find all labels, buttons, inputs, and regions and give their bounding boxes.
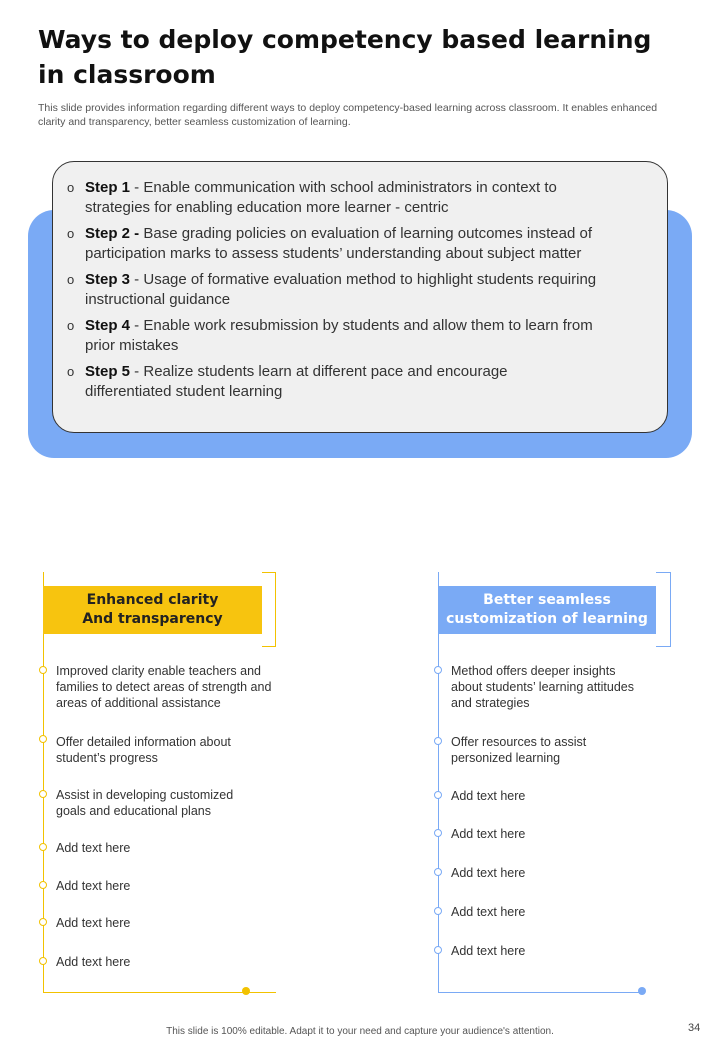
right-point: Offer resources to assist personized learning — [451, 735, 587, 765]
right-column-header: Better seamless customization of learning — [438, 586, 656, 634]
right-point-dot — [434, 868, 442, 876]
step-separator: - — [130, 271, 144, 288]
right-point: Method offers deeper insights about students’ learning attitudes and strategies — [451, 664, 634, 710]
step-label: Step 3 — [85, 271, 131, 288]
left-point: Add text here — [56, 879, 131, 893]
right-column-end-dot — [638, 987, 646, 995]
page-number: 34 — [688, 1022, 701, 1034]
left-point: Add text here — [56, 841, 131, 855]
left-point-dot — [39, 843, 47, 851]
circle-bullet-icon: o — [67, 180, 75, 195]
step-text: Usage of formative evaluation method to highlight students requiring instructional guidance — [85, 271, 597, 308]
slide-title: Ways to deploy competency based learning in classroom — [38, 25, 652, 89]
slide-footer: This slide is 100% editable. Adapt it to your need and capture your audience's attention. — [166, 1026, 554, 1037]
right-point: Add text here — [451, 789, 526, 803]
left-point: Add text here — [56, 916, 131, 930]
right-point-dot — [434, 737, 442, 745]
step-label: Step 1 — [85, 179, 131, 196]
circle-bullet-icon: o — [67, 364, 75, 379]
left-frame-join-line — [262, 646, 275, 647]
right-point: Add text here — [451, 905, 526, 919]
left-point-dot — [39, 735, 47, 743]
step-item — [53, 362, 667, 401]
left-point: Offer detailed information about student’s progress — [56, 735, 231, 765]
step-separator: - — [130, 179, 144, 196]
steps-list — [53, 178, 667, 408]
left-point-dot — [39, 918, 47, 926]
step-label: Step 4 — [85, 317, 131, 334]
right-point-dot — [434, 829, 442, 837]
left-point: Improved clarity enable teachers and families to detect areas of strength and areas of additional assistance — [56, 664, 272, 710]
left-point-dot — [39, 790, 47, 798]
right-point-dot — [434, 946, 442, 954]
right-point: Add text here — [451, 827, 526, 841]
step-separator: - — [130, 317, 144, 334]
step-text: Realize students learn at different pace and encourage differentiated student learning — [85, 363, 508, 400]
left-point: Assist in developing customized goals and educational plans — [56, 788, 234, 818]
step-label: Step 5 — [85, 363, 131, 380]
step-item — [53, 270, 667, 309]
step-item — [53, 178, 667, 217]
steps-card — [52, 161, 668, 433]
step-item — [53, 316, 667, 355]
left-column-end-dot — [242, 987, 250, 995]
step-text: Enable work resubmission by students and allow them to learn from prior mistakes — [85, 317, 593, 354]
right-point-dot — [434, 666, 442, 674]
right-point: Add text here — [451, 866, 526, 880]
right-frame-right-line — [670, 572, 671, 647]
left-point-dot — [39, 957, 47, 965]
step-separator: - — [130, 363, 144, 380]
step-label: Step 2 - — [85, 225, 140, 242]
left-column-header: Enhanced clarity And transparency — [43, 586, 262, 634]
left-frame-top-line — [262, 572, 275, 573]
left-frame-right-line — [275, 572, 276, 647]
right-point-dot — [434, 907, 442, 915]
right-frame-join-line — [656, 646, 670, 647]
circle-bullet-icon: o — [67, 226, 75, 241]
right-point: Add text here — [451, 944, 526, 958]
step-text: Enable communication with school administrators in context to strategies for enabling education more learner - centric — [85, 179, 557, 216]
right-point-dot — [434, 791, 442, 799]
step-text: Base grading policies on evaluation of learning outcomes instead of participation marks to assess students’ understanding about subject matter — [85, 225, 592, 262]
right-frame-top-line — [656, 572, 670, 573]
left-point-dot — [39, 666, 47, 674]
circle-bullet-icon: o — [67, 272, 75, 287]
circle-bullet-icon: o — [67, 318, 75, 333]
slide-subtitle: This slide provides information regarding different ways to deploy competency-based learning across classroom. It enables enhanced clarity and transparency, better seamless customization of learning. — [38, 102, 658, 128]
step-item — [53, 224, 667, 263]
left-point: Add text here — [56, 955, 131, 969]
left-point-dot — [39, 881, 47, 889]
right-column-frame — [438, 572, 643, 993]
